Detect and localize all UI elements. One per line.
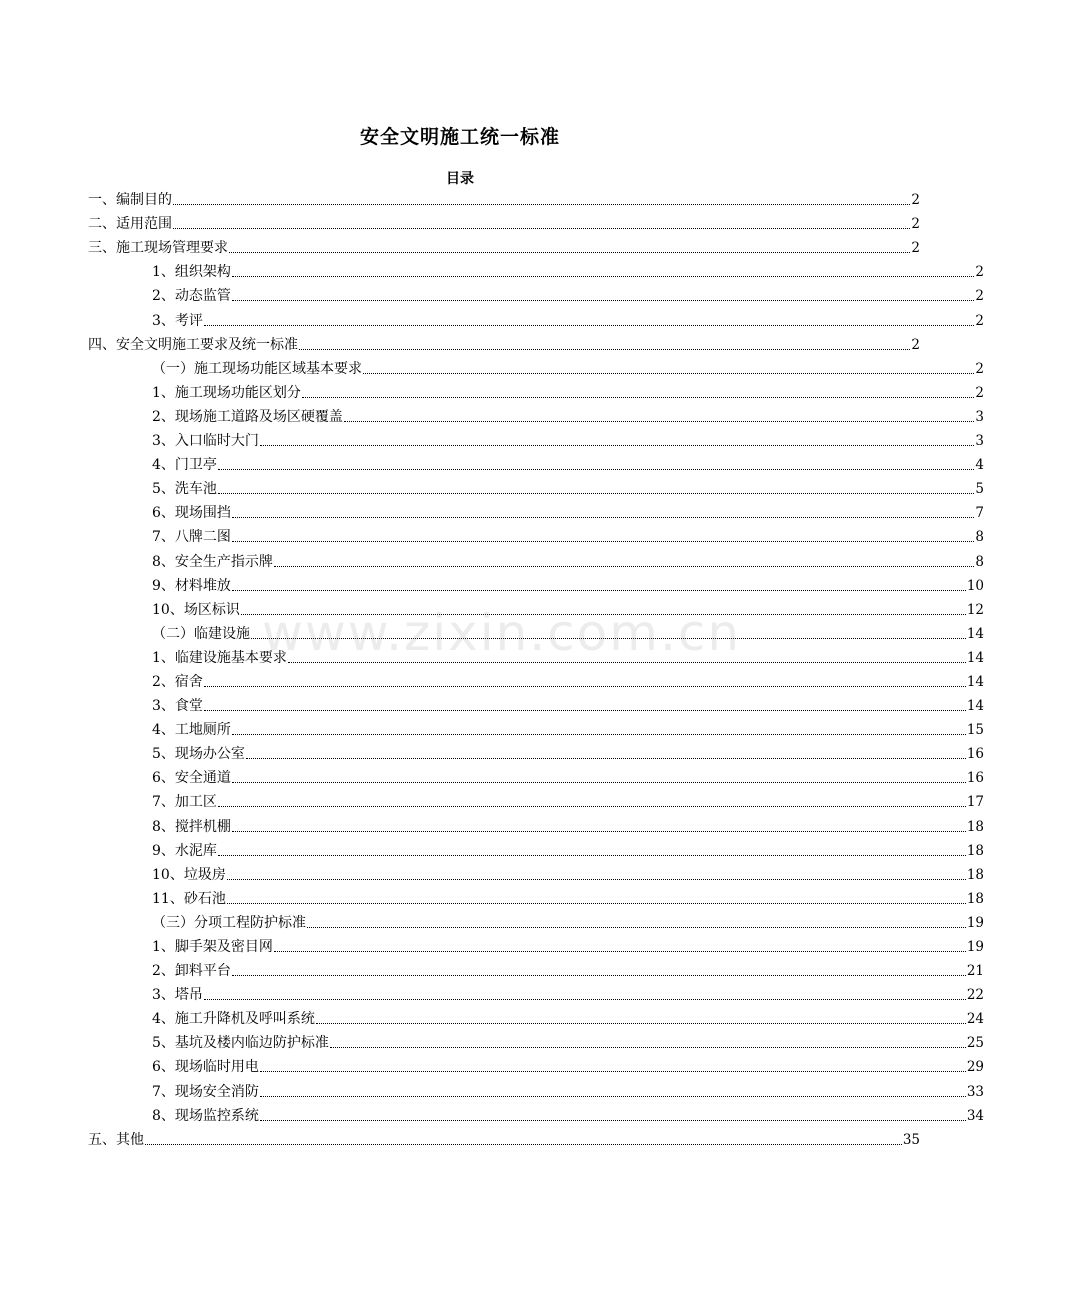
toc-entry-page-number: 2: [975, 360, 984, 377]
toc-entry-page-number: 2: [911, 336, 920, 353]
toc-entry[interactable]: [0, 259, 1072, 283]
dot-leader: [218, 468, 974, 470]
toc-entry-label: 4、施工升降机及呼叫系统: [152, 1011, 315, 1028]
toc-entry-page-number: 19: [966, 914, 984, 931]
toc-entry[interactable]: [0, 1054, 1072, 1078]
toc-entry-label: 6、现场围挡: [152, 505, 231, 522]
dot-leader: [145, 1143, 902, 1145]
toc-entry[interactable]: [0, 886, 1072, 910]
dot-leader: [232, 974, 966, 976]
dot-leader: [227, 878, 966, 880]
toc-entry-label: 2、动态监管: [152, 288, 231, 305]
toc-entry[interactable]: [0, 524, 1072, 548]
toc-entry-page-number: 22: [966, 987, 984, 1004]
dot-leader: [204, 998, 966, 1000]
toc-entry[interactable]: [0, 428, 1072, 452]
toc-entry[interactable]: [0, 693, 1072, 717]
dot-leader: [232, 589, 966, 591]
toc-entry-page-number: 34: [966, 1107, 984, 1124]
toc-entry[interactable]: [0, 862, 1072, 886]
dot-leader: [307, 926, 966, 928]
toc-entry-page-number: 7: [975, 505, 984, 522]
toc-entry[interactable]: [0, 958, 1072, 982]
dot-leader: [204, 685, 966, 687]
dot-leader: [204, 324, 974, 326]
dot-leader: [204, 709, 966, 711]
toc-entry-page-number: 18: [966, 890, 984, 907]
toc-entry-label: （三）分项工程防护标准: [152, 914, 306, 931]
toc-entry-label: 4、门卫亭: [152, 457, 217, 474]
toc-entry-page-number: 21: [966, 963, 984, 980]
toc-entry-label: 6、安全通道: [152, 770, 231, 787]
toc-entry-label: 1、组织架构: [152, 264, 231, 281]
toc-entry-label: 1、脚手架及密目网: [152, 939, 273, 955]
dot-leader: [232, 516, 974, 518]
toc-entry[interactable]: [0, 717, 1072, 741]
toc-entry-label: 7、加工区: [152, 794, 217, 811]
toc-entry[interactable]: [0, 211, 1008, 235]
toc-entry[interactable]: [0, 307, 1072, 331]
toc-entry-label: 1、施工现场功能区划分: [152, 384, 301, 401]
toc-entry-page-number: 14: [966, 649, 984, 666]
toc-entry-page-number: 5: [975, 481, 984, 498]
toc-entry-label: 9、材料堆放: [152, 577, 231, 594]
toc-entry[interactable]: [0, 500, 1072, 524]
toc-entry-page-number: 12: [966, 601, 984, 618]
toc-entry[interactable]: [0, 1006, 1072, 1030]
toc-entry-page-number: 2: [975, 288, 984, 305]
dot-leader: [299, 348, 910, 350]
dot-leader: [274, 565, 974, 567]
toc-entry-page-number: 2: [911, 240, 920, 257]
dot-leader: [363, 372, 974, 374]
toc-entry-page-number: 2: [975, 264, 984, 281]
toc-entry-page-number: 35: [902, 1131, 920, 1148]
toc-entry-page-number: 16: [966, 746, 984, 763]
toc-entry-label: 2、卸料平台: [152, 963, 231, 980]
toc-entry-page-number: 19: [966, 939, 984, 955]
toc-entry[interactable]: [0, 597, 1072, 621]
toc-entry-label: 6、现场临时用电: [152, 1059, 259, 1076]
dot-leader: [330, 1046, 966, 1048]
toc-entry[interactable]: [0, 838, 1072, 862]
toc-entry-label: 二、适用范围: [88, 216, 172, 233]
toc-entry-label: 四、安全文明施工要求及统一标准: [88, 336, 298, 353]
toc-entry[interactable]: [0, 741, 1072, 765]
toc-entry-page-number: 3: [975, 433, 984, 450]
toc-entry[interactable]: [0, 356, 1072, 380]
toc-entry-page-number: 10: [966, 577, 984, 594]
toc-entry-label: 5、基坑及楼内临边防护标准: [152, 1035, 329, 1052]
toc-entry[interactable]: [0, 1078, 1072, 1102]
toc-entry-page-number: 14: [966, 625, 984, 642]
toc-entry-label: 3、入口临时大门: [152, 433, 259, 450]
toc-entry-label: 8、安全生产指示牌: [152, 553, 273, 570]
toc-entry-label: 4、工地厕所: [152, 722, 231, 739]
toc-entry-label: （二）临建设施: [152, 625, 250, 642]
toc-entry[interactable]: [0, 404, 1072, 428]
toc-entry-page-number: 3: [975, 408, 984, 425]
dot-leader: [260, 1119, 966, 1121]
dot-leader: [251, 637, 966, 639]
toc-entry[interactable]: [0, 934, 1072, 958]
dot-leader: [227, 902, 966, 904]
toc-entry[interactable]: [0, 813, 1072, 837]
toc-entry[interactable]: [0, 645, 1072, 669]
toc-entry-label: 2、现场施工道路及场区硬覆盖: [152, 408, 343, 425]
toc-entry-label: 一、编制目的: [88, 192, 172, 209]
toc-entry-label: 3、食堂: [152, 698, 203, 715]
toc-entry-page-number: 2: [911, 192, 920, 209]
document-title: 安全文明施工统一标准: [359, 126, 560, 148]
toc-entry-page-number: 2: [975, 312, 984, 329]
dot-leader: [218, 805, 966, 807]
dot-leader: [173, 227, 910, 229]
toc-entry[interactable]: [0, 235, 1008, 259]
toc-entry-page-number: 2: [975, 384, 984, 401]
toc-entry-page-number: 2: [911, 216, 920, 233]
dot-leader: [288, 661, 966, 663]
toc-entry-page-number: 18: [966, 842, 984, 859]
toc-entry-label: 8、搅拌机棚: [152, 818, 231, 835]
toc-entry[interactable]: [0, 669, 1072, 693]
toc-entry-label: 5、洗车池: [152, 481, 217, 498]
dot-leader: [260, 1070, 966, 1072]
dot-leader: [274, 950, 966, 952]
toc-entry[interactable]: [0, 982, 1072, 1006]
toc-entry[interactable]: [0, 452, 1072, 476]
toc-entry[interactable]: [0, 621, 1072, 645]
toc-entry[interactable]: [0, 1030, 1072, 1054]
toc-entry-label: 10、场区标识: [152, 601, 240, 618]
toc-entry-label: 8、现场监控系统: [152, 1107, 259, 1124]
dot-leader: [246, 757, 966, 759]
dot-leader: [260, 444, 974, 446]
toc-entry-page-number: 25: [966, 1035, 984, 1052]
dot-leader: [218, 492, 974, 494]
toc-entry-page-number: 15: [966, 722, 984, 739]
toc-entry-page-number: 14: [966, 698, 984, 715]
toc-entry-label: 7、现场安全消防: [152, 1083, 259, 1100]
toc-entry[interactable]: [0, 476, 1072, 500]
toc-entry[interactable]: [0, 789, 1072, 813]
dot-leader: [218, 854, 966, 856]
toc-entry-label: 5、现场办公室: [152, 746, 245, 763]
toc-entry-page-number: 8: [975, 529, 984, 546]
toc-entry-label: 1、临建设施基本要求: [152, 649, 287, 666]
toc-entry-page-number: 18: [966, 818, 984, 835]
dot-leader: [302, 396, 974, 398]
dot-leader: [316, 1022, 966, 1024]
dot-leader: [241, 613, 966, 615]
toc-entry-label: 11、砂石池: [152, 890, 226, 907]
toc-entry[interactable]: [0, 332, 1008, 356]
dot-leader: [232, 540, 974, 542]
toc-entry-label: （一）施工现场功能区域基本要求: [152, 360, 362, 377]
watermark: www.zixin.com.cn: [262, 604, 742, 662]
dot-leader: [232, 781, 966, 783]
dot-leader: [232, 830, 966, 832]
dot-leader: [232, 275, 974, 277]
toc-entry[interactable]: [0, 910, 1072, 934]
toc-entry[interactable]: [0, 1103, 1072, 1127]
toc-entry[interactable]: [0, 765, 1072, 789]
dot-leader: [344, 420, 974, 422]
toc-entry[interactable]: [0, 573, 1072, 597]
toc-entry-page-number: 16: [966, 770, 984, 787]
dot-leader: [260, 1095, 966, 1097]
toc-entry[interactable]: [0, 548, 1072, 572]
dot-leader: [173, 203, 910, 205]
toc-entry[interactable]: [0, 1127, 1008, 1151]
toc-entry-page-number: 17: [966, 794, 984, 811]
dot-leader: [232, 299, 974, 301]
toc-entry-label: 五、其他: [88, 1131, 144, 1148]
toc-entry-label: 7、八牌二图: [152, 529, 231, 546]
toc-entry-page-number: 8: [975, 553, 984, 570]
toc-entry-page-number: 4: [975, 457, 984, 474]
table-of-contents: [0, 187, 984, 1151]
toc-entry-page-number: 29: [966, 1059, 984, 1076]
toc-entry-page-number: 24: [966, 1011, 984, 1028]
dot-leader: [232, 733, 966, 735]
toc-entry-label: 三、施工现场管理要求: [88, 240, 228, 257]
toc-entry-label: 3、塔吊: [152, 987, 203, 1004]
toc-entry[interactable]: [0, 283, 1072, 307]
toc-heading: 目录: [446, 171, 474, 187]
toc-entry-page-number: 18: [966, 866, 984, 883]
toc-entry-page-number: 14: [966, 673, 984, 690]
toc-entry-label: 2、宿舍: [152, 673, 203, 690]
toc-entry-label: 9、水泥库: [152, 842, 217, 859]
toc-entry[interactable]: [0, 187, 1008, 211]
toc-entry-label: 3、考评: [152, 312, 203, 329]
toc-entry[interactable]: [0, 380, 1072, 404]
dot-leader: [229, 251, 910, 253]
toc-entry-label: 10、垃圾房: [152, 866, 226, 883]
toc-entry-page-number: 33: [966, 1083, 984, 1100]
